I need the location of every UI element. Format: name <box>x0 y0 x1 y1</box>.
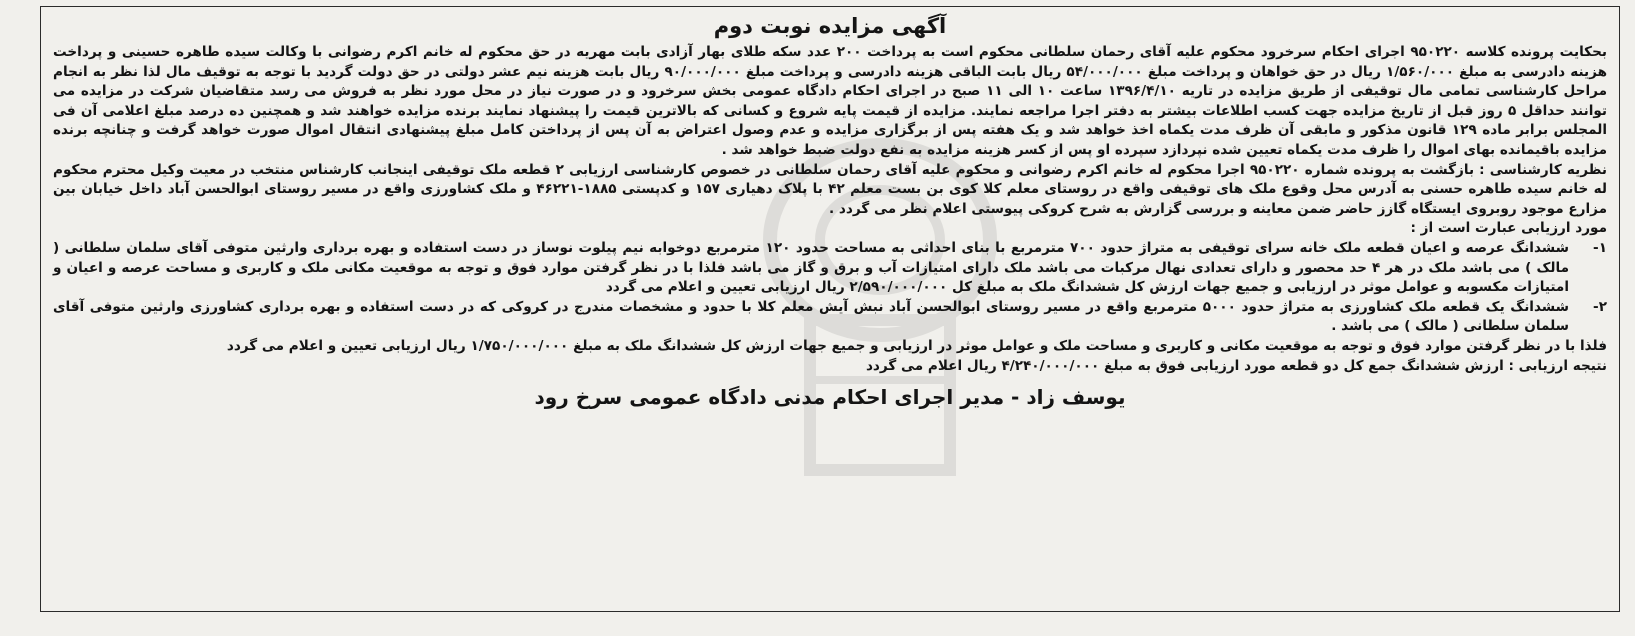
assessment-result: نتیجه ارزیابی : ارزش ششدانگ جمع کل دو قطعه مورد ارزیابی فوق به مبلغ ۴/۲۴۰/۰۰۰/۰۰۰ ریال اعلام می گردد <box>865 357 1607 374</box>
auction-notice <box>40 6 1620 612</box>
notice-title: آگهی مزایده نوبت دوم <box>713 14 947 38</box>
item-number: ۱- <box>1593 239 1607 256</box>
item-text: ششدانگ یک قطعه ملک کشاورزی به متراژ حدود ۵۰۰۰ مترمربع واقع در مسیر روستای ابوالحسن آباد نبش آیش معلم کلا با حدود و مشخصات مندرج در کروکی که در دست استفاده و بهره برداری کشاورزی وارثین متوفی آقای سلمان سلطانی ( مالک ) می باشد . <box>53 298 1570 335</box>
list-item <box>53 298 1607 337</box>
expert-opinion-paragraph: نظریه کارشناسی : بازگشت به پرونده شماره ۹۵۰۲۲۰ اجرا محکوم له خانم اکرم رضوانی و محکوم علیه آقای رحمان سلطانی در خصوص کارشناسی ارزیابی ۲ قطعه ملک توقیفی اینجانب کارشناس منتخب در معیت وکیل محترم محکوم له خانم سیده طاهره حسنی به آدرس محل وقوع ملک های توقیفی واقع در روستای معلم کلا کوی بن بست معلم ۴۲ با پلاک دهیاری ۱۵۷ و کدپستی ۱۸۸۵-۴۶۲۲۱ و ملک کشاورزی واقع در مسیر روستای ابوالحسن آباد داخل خیابان بین مزارع موجود روبروی ایستگاه گازز حاضر ضمن معاینه و بررسی گزارش به شرح کروکی پیوستی اعلام نظر می گردد . <box>53 161 1607 217</box>
item-text: ششدانگ عرصه و اعیان قطعه ملک خانه سرای توقیفی به متراژ حدود ۷۰۰ مترمربع با بنای احداثی به مساحت حدود ۱۲۰ مترمربع دوخوابه نیم پیلوت نوساز در دست استفاده و بهره برداری وارثین متوفی آقای سلمان سلطانی ( مالک ) می باشد ملک در هر ۴ حد محصور و دارای تعدادی نهال مرکبات می باشد ملک دارای امتیازات آب و برق و گاز می باشد فلذا با در نظر گرفتن موارد فوق و توجه به موقعیت مکانی ملک و کاربری و مساحت عرصه و اعیان و امتیازات مکسوبه و عوامل موثر در ارزیابی و جمیع جهات ارزش کل ششدانگ ملک به مبلغ کل ۲/۵۹۰/۰۰۰/۰۰۰ ریال ارزیابی تعیین و اعلام می گردد <box>53 239 1569 296</box>
list-item <box>53 239 1607 298</box>
signature-line: یوسف زاد - مدیر اجرای احکام مدنی دادگاه عمومی سرخ رود <box>534 385 1126 410</box>
closing-paragraph: فلذا با در نظر گرفتن موارد فوق و توجه به موقعیت مکانی و کاربری و مساحت ملک و عوامل موثر در ارزیابی و جمیع جهات ارزش کل ششدانگ ملک به مبلغ ۱/۷۵۰/۰۰۰/۰۰۰ ریال ارزیابی تعیین و اعلام می گردد <box>226 337 1607 354</box>
item-number: ۲- <box>1593 298 1607 315</box>
assessment-heading: مورد ارزیابی عبارت است از : <box>1410 220 1607 237</box>
case-paragraph: بحکایت پرونده کلاسه ۹۵۰۲۲۰ اجرای احکام سرخرود محکوم علیه آقای رحمان سلطانی محکوم است به پرداخت ۲۰۰ عدد سکه طلای بهار آزادی بابت مهریه در حق محکوم له خانم اکرم رضوانی با وکالت سیده طاهره حسینی و پرداخت هزینه دادرسی به مبلغ ۱/۵۶۰/۰۰۰ ریال در حق خواهان و پرداخت مبلغ ۵۴/۰۰۰/۰۰۰ ریال بابت الباقی هزینه دادرسی و پرداخت مبلغ ۹۰/۰۰۰/۰۰۰ ریال بابت هزینه نیم عشر دولتی در حق دولت گردید با توجه به توقیف مال لذا نظر به انجام مراحل کارشناسی تمامی مال توقیفی از طریق مزایده در تاریه ۱۳۹۶/۴/۱۰ ساعت ۱۰ الی ۱۱ صبح در اجرای احکام دادگاه عمومی بخش سرخرود و در صورت نیاز در محل مورد نظر به فروش می رسد متقاضیان شرکت در مزایده می توانند حداقل ۵ روز قبل از تاریخ مزایده جهت کسب اطلاعات بیشتر به دفتر اجرا مراجعه نمایند. مزایده از قیمت پایه شروع و کسانی که بالاترین قیمت را پیشنهاد نمایند برنده مزایده خواهند شد و همچنین ده درصد مبلغ اعلامی آن فی المجلس برابر ماده ۱۲۹ قانون مذکور و مابقی آن ظرف مدت یکماه اخذ خواهد شد و یک هفته پس از برگزاری مزایده و عدم وصول اعتراض به آن پس از پرداختن کامل مبلغ پیشنهادی انتقال اموال صورت خواهد گرفت و چنانچه برنده مزایده باقیمانده بهای اموال را ظرف مدت یکماه تعیین شده نپردازد سپرده او پس از کسر هزینه مزایده به نفع دولت ضبط خواهد شد . <box>53 44 1608 158</box>
